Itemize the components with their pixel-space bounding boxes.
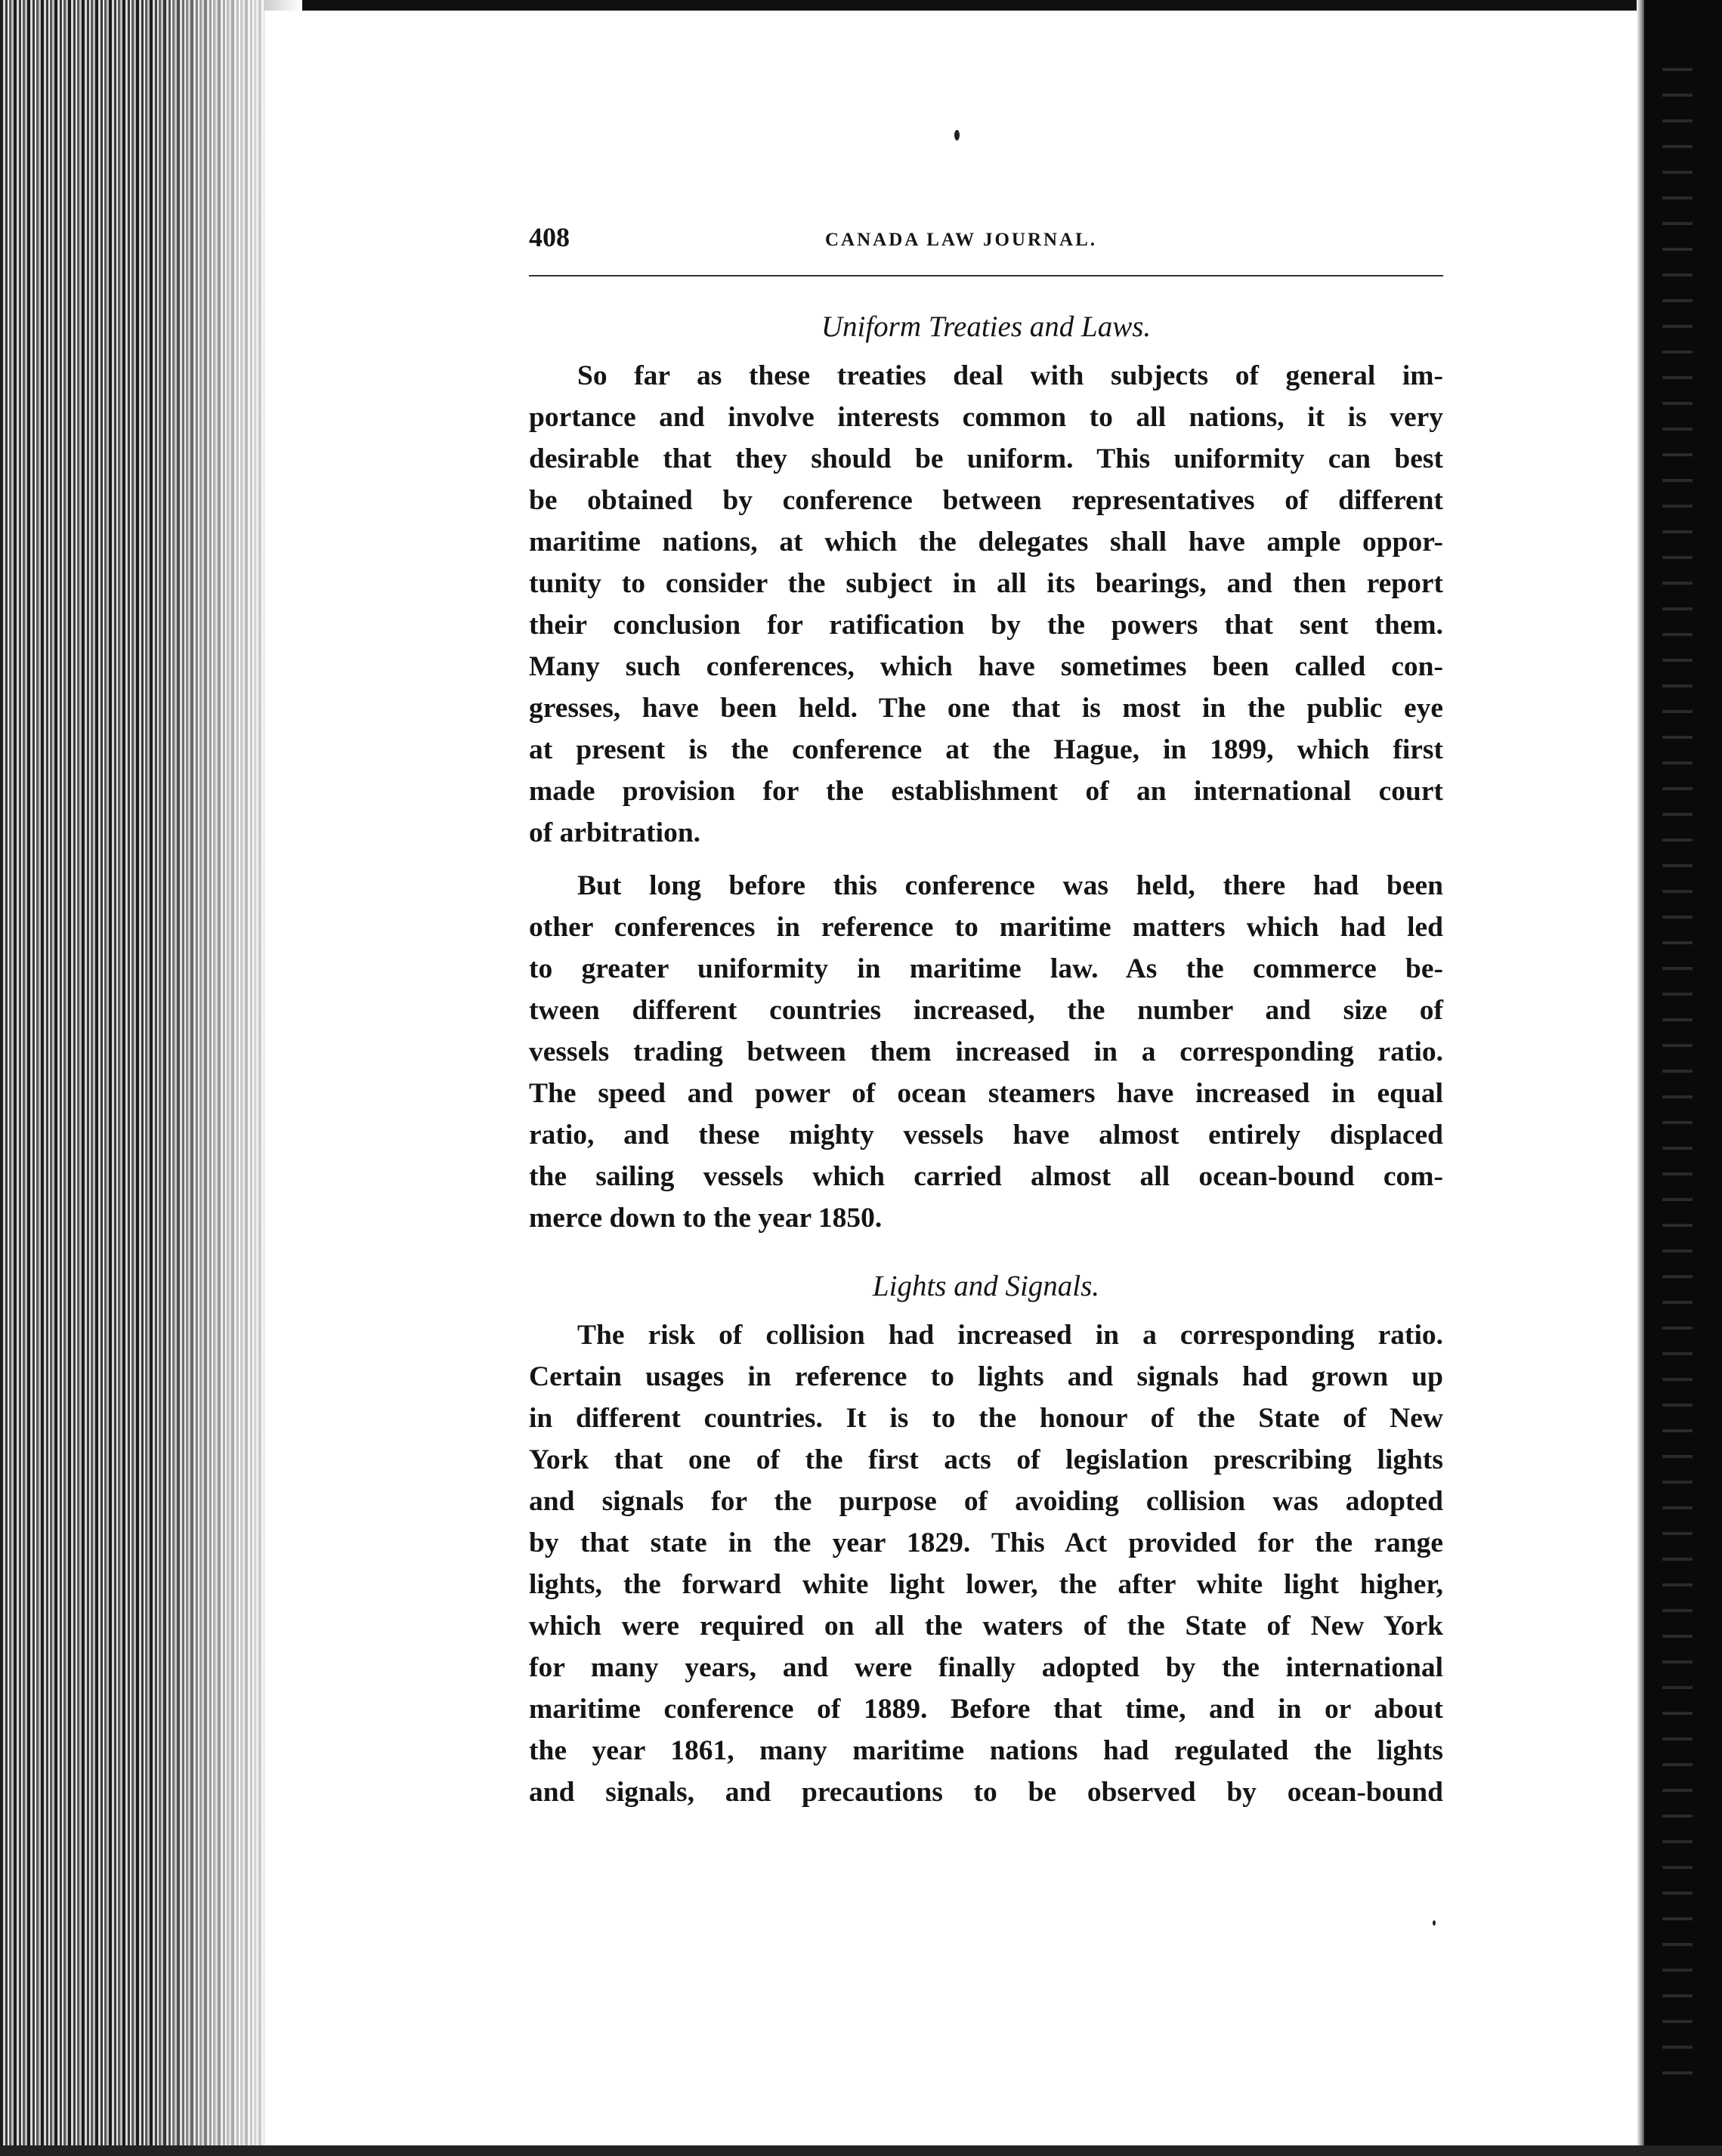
section-heading-lights-signals: Lights and Signals.	[872, 1270, 1100, 1302]
journal-title: CANADA LAW JOURNAL.	[825, 230, 1098, 250]
text-line: tween different countries increased, the number and size of	[529, 995, 1443, 1026]
page-number: 408	[529, 222, 570, 252]
text-line: merce down to the year 1850.	[529, 1203, 883, 1234]
text-line: tunity to consider the subject in all its bearings, and then report	[529, 568, 1443, 599]
text-line: to greater uniformity in maritime law. As the commerce be-	[529, 953, 1443, 984]
ink-speck	[1433, 1920, 1436, 1926]
text-line: gresses, have been held. The one that is most in the public eye	[529, 693, 1443, 724]
spine-gradient	[151, 0, 302, 2156]
text-line: other conferences in reference to maritime matters which had led	[529, 912, 1443, 943]
text-line: for many years, and were finally adopted by the international	[529, 1652, 1443, 1683]
text-line: by that state in the year 1829. This Act provided for the range	[529, 1527, 1443, 1558]
section-heading-uniform-treaties: Uniform Treaties and Laws.	[821, 310, 1152, 343]
text-line: their conclusion for ratification by the powers that sent them.	[529, 610, 1443, 641]
text-line: maritime conference of 1889. Before that time, and in or about	[529, 1694, 1443, 1725]
scan-bottom-edge	[0, 2145, 1722, 2156]
text-line: The speed and power of ocean steamers have increased in equal	[529, 1078, 1443, 1109]
text-line: made provision for the establishment of an international court	[529, 776, 1443, 807]
text-line: of arbitration.	[529, 817, 701, 848]
header-rule	[529, 275, 1443, 276]
paragraph-uniform-treaties-1	[529, 355, 1443, 854]
text-line: ratio, and these mighty vessels have almost entirely displaced	[529, 1120, 1443, 1151]
text-line: which were required on all the waters of the State of New York	[529, 1611, 1443, 1642]
text-line: in different countries. It is to the honour of the State of New	[529, 1403, 1443, 1434]
text-line: the sailing vessels which carried almost all ocean-bound com-	[529, 1161, 1443, 1192]
text-line: Certain usages in reference to lights and signals had grown up	[529, 1361, 1443, 1392]
text-line: So far as these treaties deal with subjects of general im-	[577, 360, 1443, 391]
text-line: desirable that they should be uniform. This uniformity can best	[529, 443, 1443, 474]
text-line: But long before this conference was held, there had been	[577, 870, 1443, 901]
text-line: be obtained by conference between representatives of different	[529, 485, 1443, 516]
text-line: and signals for the purpose of avoiding collision was adopted	[529, 1486, 1443, 1517]
text-line: lights, the forward white light lower, the after white light higher,	[529, 1569, 1443, 1600]
text-line: portance and involve interests common to all nations, it is very	[529, 402, 1443, 433]
paragraph-lights-signals-1	[529, 1314, 1443, 1813]
text-line: and signals, and precautions to be observed by ocean-bound	[529, 1777, 1443, 1808]
running-head	[529, 219, 1443, 255]
text-line: Many such conferences, which have sometimes been called con-	[529, 651, 1443, 682]
text-line: maritime nations, at which the delegates shall have ample oppor-	[529, 527, 1443, 558]
paragraph-uniform-treaties-2	[529, 865, 1443, 1239]
right-border-texture	[1662, 45, 1693, 2085]
text-line: at present is the conference at the Hague, in 1899, which first	[529, 734, 1443, 765]
ink-speck	[954, 130, 960, 141]
text-line: The risk of collision had increased in a corresponding ratio.	[577, 1320, 1443, 1351]
text-line: vessels trading between them increased in a corresponding ratio.	[529, 1036, 1443, 1067]
text-line: the year 1861, many maritime nations had regulated the lights	[529, 1735, 1443, 1766]
text-line: York that one of the first acts of legislation prescribing lights	[529, 1444, 1443, 1475]
